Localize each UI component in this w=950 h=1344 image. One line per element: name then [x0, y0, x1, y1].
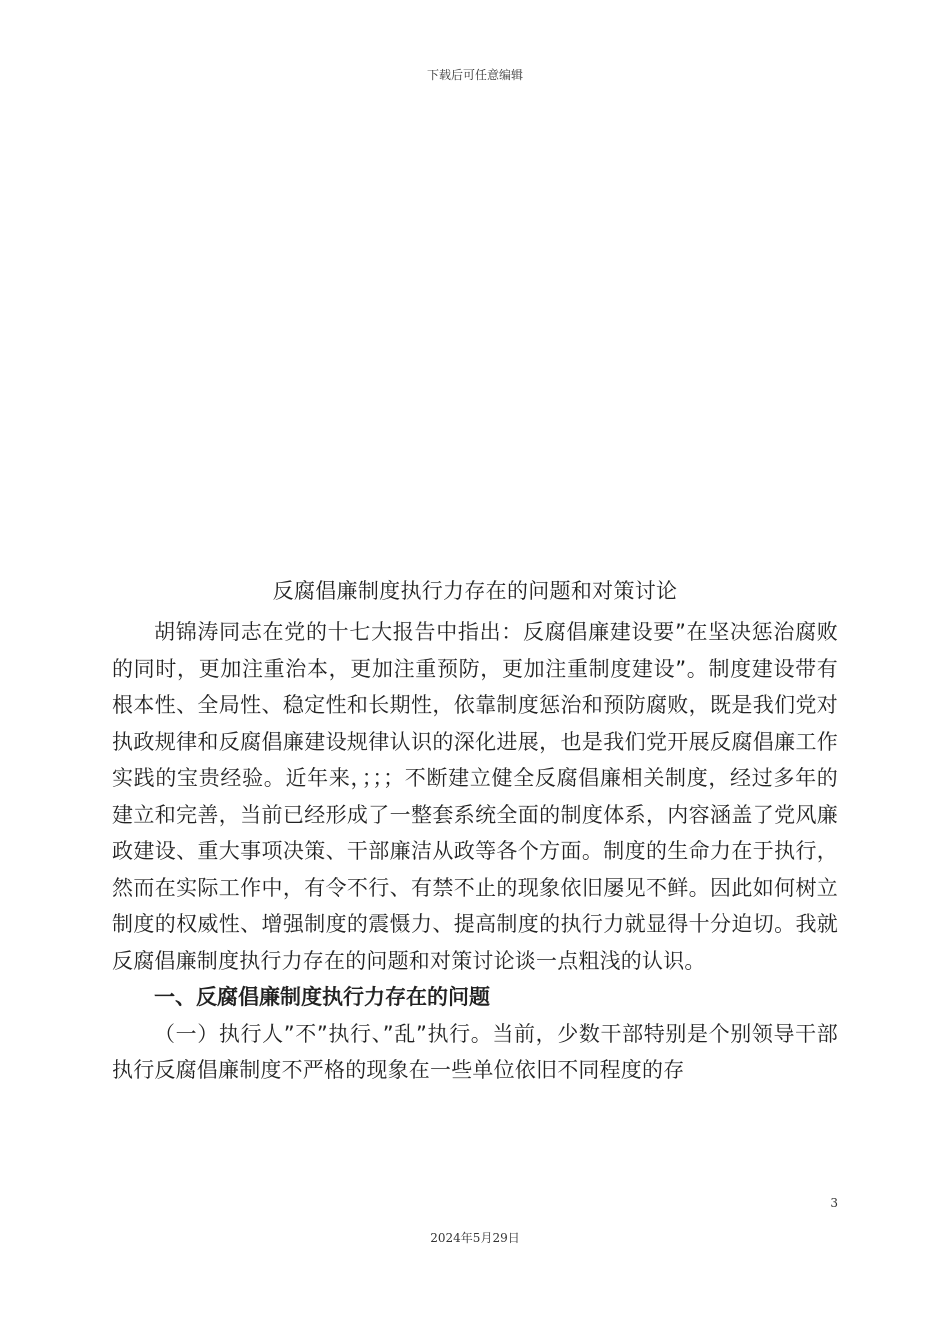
header-note: 下载后可任意编辑 [426, 68, 523, 82]
footer-date: 2024年5月29日 [430, 1231, 520, 1245]
paragraph-subsection-1: （一）执行人”不”执行、”乱”执行。当前，少数干部特别是个别领导干部执行反腐倡廉制度不严格的现象在一些单位依旧不同程度的存 [112, 1021, 838, 1082]
document-title: 反腐倡廉制度执行力存在的问题和对策讨论 [272, 579, 678, 603]
section-heading-problems: 一、反腐倡廉制度执行力存在的问题 [154, 985, 490, 1009]
paragraph-intro: 胡锦涛同志在党的十七大报告中指出：反腐倡廉建设要”在坚决惩治腐败的同时，更加注重治本，更加注重预防，更加注重制度建设”。制度建设带有根本性、全局性、稳定性和长期性，依靠制度惩治和预防腐败，既是我们党对执政规律和反腐倡廉建设规律认识的深化进展，也是我们党开展反腐倡廉工作实践的宝贵经验。近年来，；；；不断建立健全反腐倡廉相关制度，经过多年的建立和完善，当前已经形成了一整套系统全面的制度体系，内容涵盖了党风廉政建设、重大事项决策、干部廉洁从政等各个方面。制度的生命力在于执行，然而在实际工作中，有令不行、有禁不止的现象依旧屡见不鲜。因此如何树立制度的权威性、增强制度的震慑力、提高制度的执行力就显得十分迫切。我就反腐倡廉制度执行力存在的问题和对策讨论谈一点粗浅的认识。 [112, 620, 838, 973]
document-body [112, 614, 838, 1089]
page-number: 3 [830, 1196, 838, 1210]
